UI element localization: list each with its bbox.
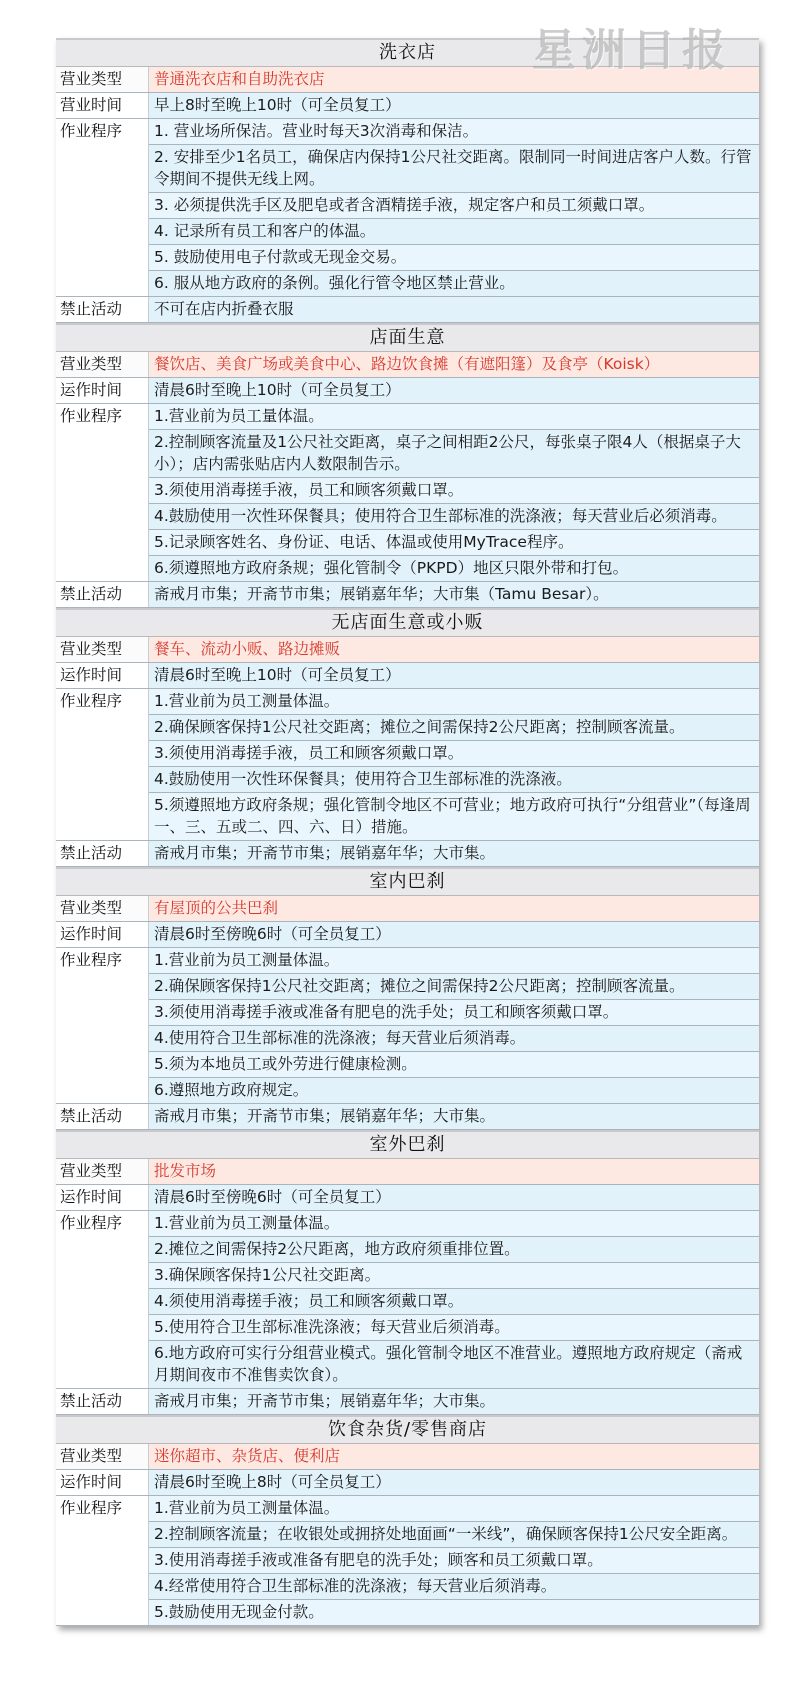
- prohibited-row-label: 禁止活动: [56, 297, 149, 322]
- section-title: 饮食杂货/零售商店: [56, 1415, 759, 1444]
- business-type-row-label: 营业类型: [56, 352, 149, 377]
- procedure-step: 1. 营业场所保洁。营业时每天3次消毒和保洁。: [149, 119, 759, 145]
- prohibited-row-value: 不可在店内折叠衣服: [149, 297, 759, 322]
- business-type-row: [56, 67, 759, 93]
- procedure-step: 2.控制顾客流量；在收银处或拥挤处地面画“一米线”，确保顾客保持1公尺安全距离。: [149, 1522, 759, 1548]
- procedure-step: 5.使用符合卫生部标准洗涤液；每天营业后须消毒。: [149, 1315, 759, 1341]
- section-title: 无店面生意或小贩: [56, 608, 759, 637]
- procedure-step: 6.遵照地方政府规定。: [149, 1078, 759, 1103]
- section-5: [56, 1130, 759, 1415]
- procedure-step: 1.营业前为员工测量体温。: [149, 948, 759, 974]
- procedure-step: 4. 记录所有员工和客户的体温。: [149, 219, 759, 245]
- watermark-logo: 星洲日报: [532, 25, 732, 76]
- procedure-step: 2.确保顾客保持1公尺社交距离；摊位之间需保持2公尺距离；控制顾客流量。: [149, 974, 759, 1000]
- section-4: [56, 867, 759, 1130]
- section-3: [56, 608, 759, 867]
- procedure-step: 1.营业前为员工测量体温。: [149, 1496, 759, 1522]
- procedure-row-label: 作业程序: [56, 948, 149, 1103]
- prohibited-row: [56, 297, 759, 323]
- business-type-row: [56, 637, 759, 663]
- procedure-step: 4.鼓励使用一次性环保餐具；使用符合卫生部标准的洗涤液；每天营业后必须消毒。: [149, 504, 759, 530]
- business-type-row: [56, 352, 759, 378]
- procedure-step: 3.须使用消毒搓手液，员工和顾客须戴口罩。: [149, 741, 759, 767]
- prohibited-row-value: 斋戒月市集；开斋节市集；展销嘉年华；大市集。: [149, 841, 759, 866]
- business-type-row-label: 营业类型: [56, 67, 149, 92]
- business-type-row: [56, 1444, 759, 1470]
- procedure-row-label: 作业程序: [56, 1211, 149, 1388]
- procedure-step: 3.确保顾客保持1公尺社交距离。: [149, 1263, 759, 1289]
- procedure-step: 1.营业前为员工测量体温。: [149, 689, 759, 715]
- procedure-step: 4.鼓励使用一次性环保餐具；使用符合卫生部标准的洗涤液。: [149, 767, 759, 793]
- prohibited-row-label: 禁止活动: [56, 841, 149, 866]
- prohibited-row-value: 斋戒月市集；开斋节市集；展销嘉年华；大市集（Tamu Besar）。: [149, 582, 759, 607]
- procedure-step: 6.须遵照地方政府条规；强化管制令（PKPD）地区只限外带和打包。: [149, 556, 759, 581]
- business-type-row-value: 普通洗衣店和自助洗衣店: [149, 67, 759, 92]
- hours-row-label: 运作时间: [56, 378, 149, 403]
- business-type-row-value: 餐车、流动小贩、路边摊贩: [149, 637, 759, 662]
- prohibited-row: [56, 582, 759, 608]
- procedure-step: 3. 必须提供洗手区及肥皂或者含酒精搓手液，规定客户和员工须戴口罩。: [149, 193, 759, 219]
- procedure-list: [149, 689, 759, 840]
- business-type-row-label: 营业类型: [56, 1444, 149, 1469]
- procedure-step: 5.须为本地员工或外劳进行健康检测。: [149, 1052, 759, 1078]
- hours-row-value: 早上8时至晚上10时（可全员复工）: [149, 93, 759, 118]
- procedure-list: [149, 404, 759, 581]
- business-type-row-label: 营业类型: [56, 637, 149, 662]
- hours-row-label: 运作时间: [56, 922, 149, 947]
- procedure-step: 4.使用符合卫生部标准的洗涤液；每天营业后须消毒。: [149, 1026, 759, 1052]
- hours-row: [56, 922, 759, 948]
- procedure-list: [149, 948, 759, 1103]
- hours-row: [56, 663, 759, 689]
- section-2: [56, 323, 759, 608]
- section-1: [56, 38, 759, 323]
- business-type-row-label: 营业类型: [56, 1159, 149, 1184]
- procedure-step: 3.须使用消毒搓手液或准备有肥皂的洗手处；员工和顾客须戴口罩。: [149, 1000, 759, 1026]
- procedure-step: 4.经常使用符合卫生部标准的洗涤液；每天营业后须消毒。: [149, 1574, 759, 1600]
- procedure-list: [149, 119, 759, 296]
- hours-row-value: 清晨6时至晚上10时（可全员复工）: [149, 663, 759, 688]
- business-type-row-value: 批发市场: [149, 1159, 759, 1184]
- hours-row-value: 清晨6时至傍晚6时（可全员复工）: [149, 922, 759, 947]
- hours-row-label: 营业时间: [56, 93, 149, 118]
- procedure-step: 6. 服从地方政府的条例。强化行管令地区禁止营业。: [149, 271, 759, 296]
- hours-row-value: 清晨6时至晚上10时（可全员复工）: [149, 378, 759, 403]
- procedure-step: 2.确保顾客保持1公尺社交距离；摊位之间需保持2公尺距离；控制顾客流量。: [149, 715, 759, 741]
- hours-row-label: 运作时间: [56, 1470, 149, 1495]
- section-title: 室内巴刹: [56, 867, 759, 896]
- procedure-row: [56, 119, 759, 297]
- prohibited-row-label: 禁止活动: [56, 1389, 149, 1414]
- prohibited-row-value: 斋戒月市集；开斋节市集；展销嘉年华；大市集。: [149, 1104, 759, 1129]
- procedure-list: [149, 1211, 759, 1388]
- hours-row-label: 运作时间: [56, 663, 149, 688]
- procedure-step: 1.营业前为员工测量体温。: [149, 1211, 759, 1237]
- procedure-row: [56, 1496, 759, 1626]
- procedure-step: 2.摊位之间需保持2公尺距离，地方政府须重排位置。: [149, 1237, 759, 1263]
- procedure-row: [56, 404, 759, 582]
- prohibited-row: [56, 1104, 759, 1130]
- procedure-step: 5.鼓励使用无现金付款。: [149, 1600, 759, 1625]
- section-title: 室外巴刹: [56, 1130, 759, 1159]
- procedure-step: 3.使用消毒搓手液或准备有肥皂的洗手处；顾客和员工须戴口罩。: [149, 1548, 759, 1574]
- sop-table: [56, 38, 759, 1626]
- procedure-row: [56, 1211, 759, 1389]
- section-title: 店面生意: [56, 323, 759, 352]
- procedure-step: 4.须使用消毒搓手液；员工和顾客须戴口罩。: [149, 1289, 759, 1315]
- procedure-row-label: 作业程序: [56, 404, 149, 581]
- procedure-step: 6.地方政府可实行分组营业模式。强化管制令地区不准营业。遵照地方政府规定（斋戒月期间夜市不准售卖饮食）。: [149, 1341, 759, 1388]
- procedure-step: 5.须遵照地方政府条规；强化管制令地区不可营业；地方政府可执行“分组营业”（每逢周一、三、五或二、四、六、日）措施。: [149, 793, 759, 840]
- business-type-row: [56, 1159, 759, 1185]
- business-type-row: [56, 896, 759, 922]
- section-title: 洗衣店: [56, 38, 759, 67]
- hours-row-value: 清晨6时至傍晚6时（可全员复工）: [149, 1185, 759, 1210]
- hours-row: [56, 1470, 759, 1496]
- hours-row: [56, 378, 759, 404]
- hours-row-value: 清晨6时至晚上8时（可全员复工）: [149, 1470, 759, 1495]
- procedure-row: [56, 948, 759, 1104]
- prohibited-row-value: 斋戒月市集；开斋节市集；展销嘉年华；大市集。: [149, 1389, 759, 1414]
- procedure-row-label: 作业程序: [56, 1496, 149, 1625]
- business-type-row-label: 营业类型: [56, 896, 149, 921]
- business-type-row-value: 餐饮店、美食广场或美食中心、路边饮食摊（有遮阳篷）及食亭（Koisk）: [149, 352, 759, 377]
- procedure-step: 5. 鼓励使用电子付款或无现金交易。: [149, 245, 759, 271]
- prohibited-row: [56, 1389, 759, 1415]
- section-6: [56, 1415, 759, 1626]
- hours-row: [56, 93, 759, 119]
- hours-row: [56, 1185, 759, 1211]
- procedure-step: 1.营业前为员工量体温。: [149, 404, 759, 430]
- procedure-step: 2. 安排至少1名员工，确保店内保持1公尺社交距离。限制同一时间进店客户人数。行管令期间不提供无线上网。: [149, 145, 759, 193]
- prohibited-row: [56, 841, 759, 867]
- hours-row-label: 运作时间: [56, 1185, 149, 1210]
- procedure-step: 5.记录顾客姓名、身份证、电话、体温或使用MyTrace程序。: [149, 530, 759, 556]
- procedure-step: 3.须使用消毒搓手液，员工和顾客须戴口罩。: [149, 478, 759, 504]
- procedure-row-label: 作业程序: [56, 689, 149, 840]
- procedure-row: [56, 689, 759, 841]
- procedure-list: [149, 1496, 759, 1625]
- procedure-row-label: 作业程序: [56, 119, 149, 296]
- prohibited-row-label: 禁止活动: [56, 1104, 149, 1129]
- business-type-row-value: 有屋顶的公共巴刹: [149, 896, 759, 921]
- business-type-row-value: 迷你超市、杂货店、便利店: [149, 1444, 759, 1469]
- procedure-step: 2.控制顾客流量及1公尺社交距离，桌子之间相距2公尺，每张桌子限4人（根据桌子大小）；店内需张贴店内人数限制告示。: [149, 430, 759, 478]
- prohibited-row-label: 禁止活动: [56, 582, 149, 607]
